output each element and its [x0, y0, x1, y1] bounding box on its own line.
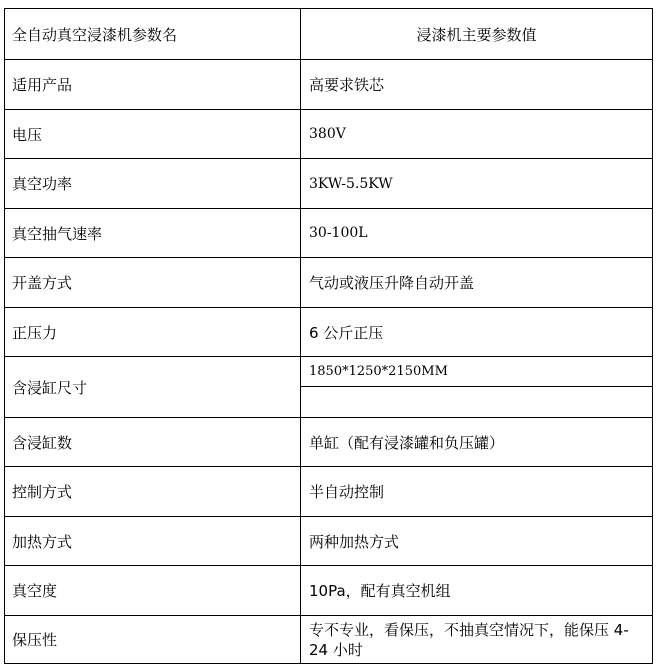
param-value: 3KW-5.5KW — [309, 175, 393, 192]
param-name: 真空功率 — [5, 159, 301, 208]
param-name: 真空度 — [5, 566, 301, 615]
param-name: 适用产品 — [5, 60, 301, 109]
param-value: 380V — [309, 126, 346, 142]
parameter-table — [4, 8, 653, 664]
param-name: 电压 — [5, 110, 301, 158]
param-value: 两种加热方式 — [309, 532, 400, 551]
param-name: 含浸缸尺寸 — [5, 357, 301, 417]
param-name: 正压力 — [5, 308, 301, 356]
table-row — [5, 565, 652, 615]
param-value: 1850*1250*2150MM — [301, 357, 652, 387]
param-value: 气动或液压升降自动开盖 — [309, 274, 475, 292]
param-value: 6 公斤正压 — [309, 323, 384, 342]
param-value: 专不专业，看保压，不抽真空情况下，能保压 4-24 小时 — [309, 620, 629, 659]
table-row — [5, 59, 652, 109]
table-row — [5, 356, 652, 417]
param-name: 控制方式 — [5, 467, 301, 516]
table-row — [5, 257, 652, 307]
table-row — [5, 516, 652, 565]
param-name: 保压性 — [5, 616, 301, 663]
table-row — [5, 208, 652, 257]
param-name: 含浸缸数 — [5, 418, 301, 466]
table-row — [5, 158, 652, 208]
param-name: 加热方式 — [5, 517, 301, 565]
param-value-empty — [301, 387, 652, 417]
param-value: 半自动控制 — [309, 483, 385, 501]
param-value: 单缸（配有浸漆罐和负压罐） — [309, 433, 505, 452]
header-parameter-value: 浸漆机主要参数值 — [416, 25, 537, 44]
param-value: 30-100L — [309, 225, 368, 241]
param-name: 开盖方式 — [5, 258, 301, 307]
header-parameter-name: 全自动真空浸漆机参数名 — [5, 9, 301, 59]
table-row — [5, 109, 652, 158]
table-row — [5, 417, 652, 466]
table-header-row — [5, 9, 652, 59]
table-row — [5, 307, 652, 356]
param-value: 高要求铁芯 — [309, 76, 385, 94]
param-value: 10Pa，配有真空机组 — [309, 582, 451, 600]
table-row — [5, 615, 652, 663]
table-row — [5, 466, 652, 516]
param-name: 真空抽气速率 — [5, 209, 301, 257]
